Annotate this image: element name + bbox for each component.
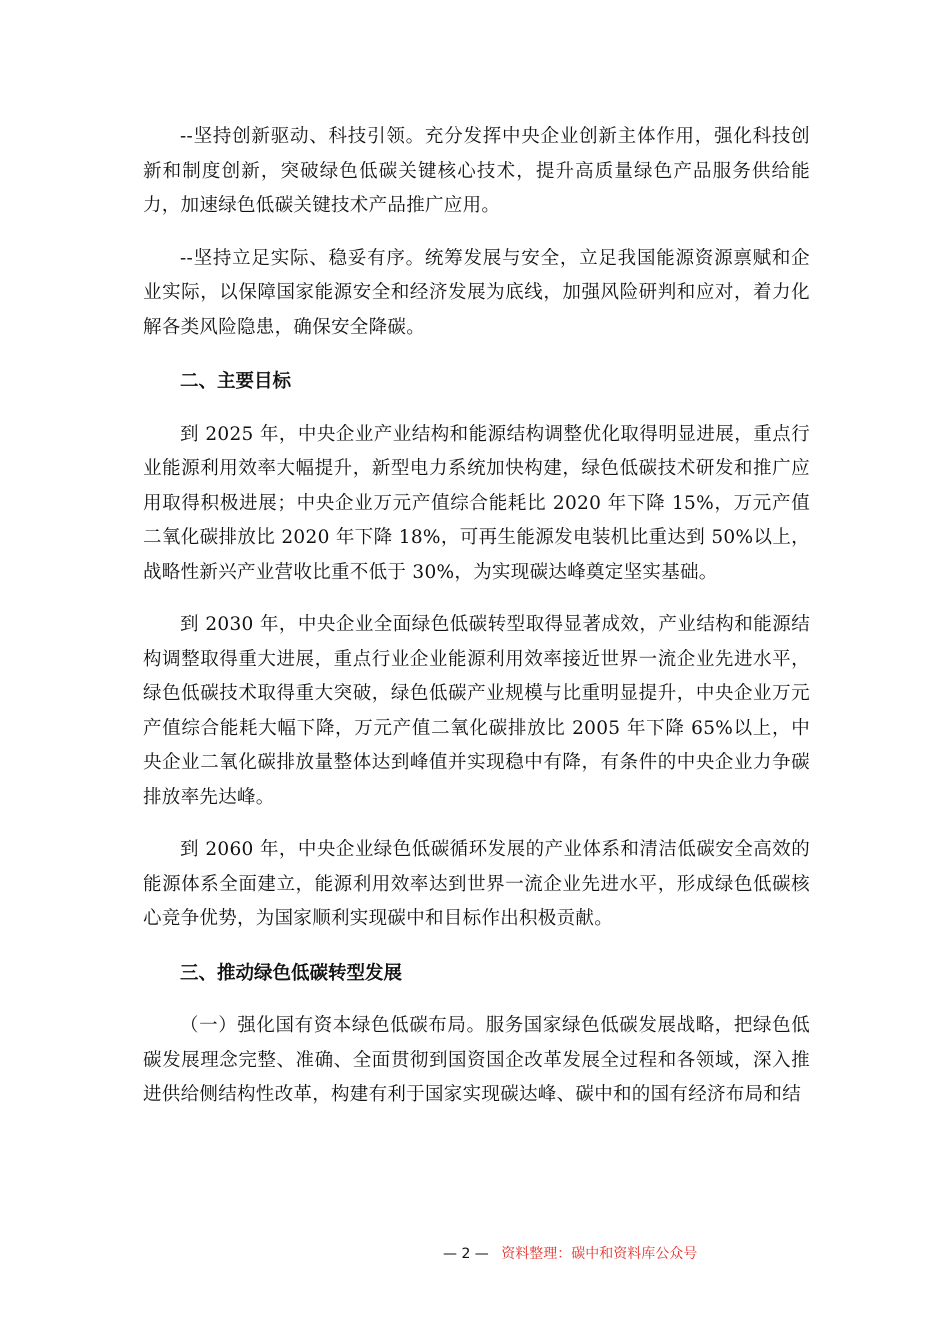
principle-innovation-paragraph: --坚持创新驱动、科技引领。充分发挥中央企业创新主体作用，强化科技创新和制度创新，突破绿色低碳关键核心技术，提升高质量绿色产品服务供给能力，加速绿色低碳关键技术产品推广应用。 bbox=[143, 126, 810, 216]
page-number: — 2 — bbox=[443, 1246, 489, 1262]
source-note: 资料整理：碳中和资料库公众号 bbox=[501, 1246, 698, 1262]
page-footer bbox=[443, 1243, 697, 1263]
principle-practical-paragraph: --坚持立足实际、稳妥有序。统筹发展与安全，立足我国能源资源禀赋和企业实际，以保障国家能源安全和经济发展为底线，加强风险研判和应对，着力化解各类风险隐患，确保安全降碳。 bbox=[143, 247, 810, 338]
goal-2060-paragraph: 到 2060 年，中央企业绿色低碳循环发展的产业体系和清洁低碳安全高效的能源体系全面建立，能源利用效率达到世界一流企业先进水平，形成绿色低碳核心竞争优势，为国家顺利实现碳中和目标作出积极贡献。 bbox=[143, 839, 810, 929]
capital-layout-paragraph: （一）强化国有资本绿色低碳布局。服务国家绿色低碳发展战略，把绿色低碳发展理念完整、准确、全面贯彻到国资国企改革发展全过程和各领域，深入推进供给侧结构性改革，构建有利于国家实现碳达峰、碳中和的国有经济布局和结 bbox=[143, 1015, 810, 1105]
section-heading-transformation: 三、推动绿色低碳转型发展 bbox=[180, 962, 403, 984]
document-body bbox=[143, 120, 810, 1113]
section-heading-main-goals: 二、主要目标 bbox=[180, 371, 292, 392]
goal-2030-paragraph: 到 2030 年，中央企业全面绿色低碳转型取得显著成效，产业结构和能源结构调整取得重大进展，重点行业企业能源利用效率接近世界一流企业先进水平，绿色低碳技术取得重大突破，绿色低碳产业规模与比重明显提升，中央企业万元产值综合能耗大幅下降，万元产值二氧化碳排放比 2005 年下降 65%以上，中央企业二氧化碳排放量整体达到峰值并实现稳中有降，有条件的中央企业力争碳排放率先达峰。 bbox=[143, 614, 810, 808]
goal-2025-paragraph: 到 2025 年，中央企业产业结构和能源结构调整优化取得明显进展，重点行业能源利用效率大幅提升，新型电力系统加快构建，绿色低碳技术研发和推广应用取得积极进展；中央企业万元产值综合能耗比 2020 年下降 15%，万元产值二氧化碳排放比 2020 年下降 18%，可再生能源发电装机比重达到 50%以上，战略性新兴产业营收比重不低于 30%，为实现碳达峰奠定坚实基础。 bbox=[143, 423, 810, 583]
